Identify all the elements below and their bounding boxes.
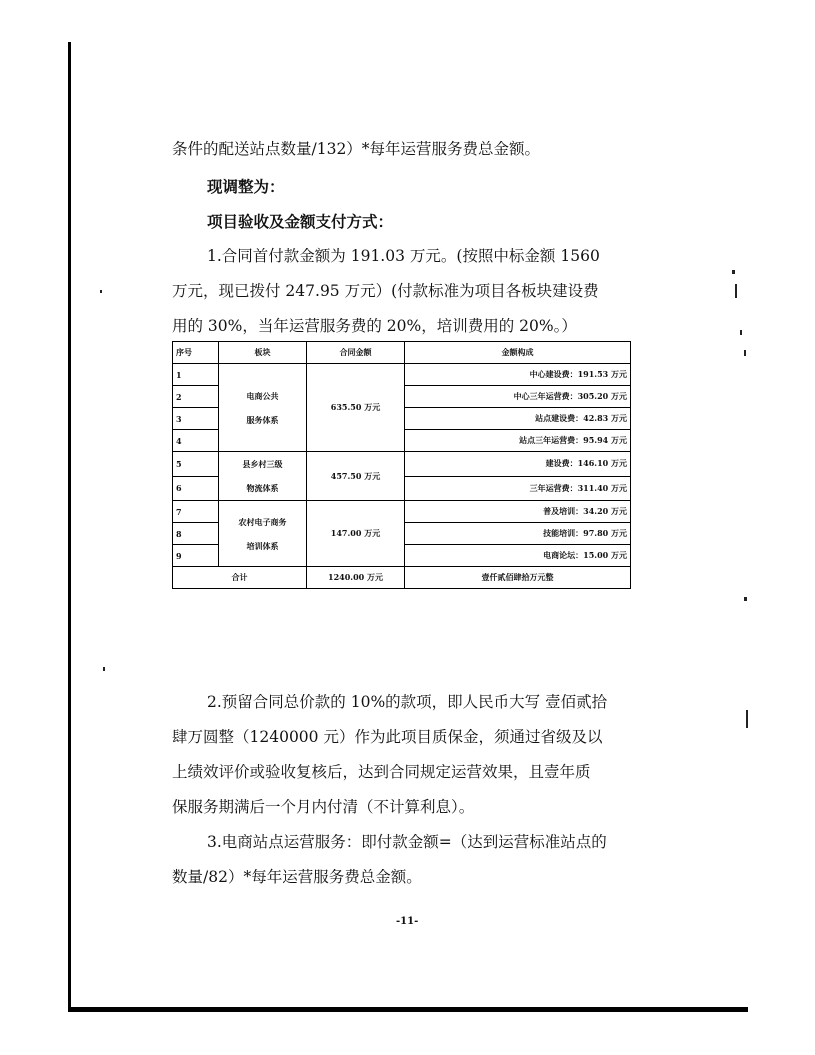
table-row — [173, 364, 631, 386]
paragraph-line: 数量/82）*每年运营服务费总金额。 — [172, 868, 422, 886]
total-amount: 1240.00 万元 — [307, 567, 405, 589]
section-heading: 现调整为： — [207, 177, 285, 196]
row-number: 6 — [173, 476, 219, 501]
table-row — [173, 501, 631, 523]
table-total-row — [173, 567, 631, 589]
row-number: 4 — [173, 430, 219, 452]
scan-speck — [735, 284, 737, 298]
bottom-border-line — [68, 1007, 748, 1012]
scan-speck — [740, 330, 742, 335]
scan-speck — [744, 597, 747, 601]
composition-cell: 技能培训：97.80 万元 — [405, 523, 631, 545]
paragraph-line: 2.预留合同总价款的 10%的款项，即人民币大写 壹佰贰拾 — [207, 693, 608, 711]
row-number: 1 — [173, 364, 219, 386]
paragraph-line: 1.合同首付款金额为 191.03 万元。(按照中标金额 1560 — [207, 247, 600, 265]
paragraph-line: 条件的配送站点数量/132）*每年运营服务费总金额。 — [172, 140, 541, 158]
row-number: 9 — [173, 545, 219, 567]
block-name: 物流体系 — [246, 483, 279, 493]
section-heading: 项目验收及金额支付方式： — [207, 212, 394, 231]
block-name: 培训体系 — [246, 540, 279, 551]
composition-cell: 站点三年运营费：95.94 万元 — [405, 430, 631, 452]
scan-speck — [100, 290, 102, 293]
composition-cell: 建设费：146.10 万元 — [405, 452, 631, 477]
row-number: 3 — [173, 408, 219, 430]
scan-speck — [103, 667, 105, 671]
total-label: 合计 — [173, 567, 307, 589]
block-name: 电商公共 — [246, 390, 279, 401]
table-header-row — [173, 342, 631, 364]
paragraph-line: 上绩效评价或验收复核后，达到合同规定运营效果，且壹年质 — [172, 763, 591, 781]
block-cell — [219, 364, 307, 452]
paragraph-line: 肆万圆整（1240000 元）作为此项目质保金，须通过省级及以 — [172, 728, 603, 746]
row-number: 7 — [173, 501, 219, 523]
header-cell: 金额构成 — [405, 342, 631, 364]
total-amount-words: 壹仟贰佰肆拾万元整 — [405, 567, 631, 589]
composition-cell: 电商论坛：15.00 万元 — [405, 545, 631, 567]
block-cell — [219, 501, 307, 567]
composition-cell: 普及培训：34.20 万元 — [405, 501, 631, 523]
amount-cell: 147.00 万元 — [307, 501, 405, 567]
paragraph-line: 保服务期满后一个月内付清（不计算利息）。 — [172, 798, 475, 816]
composition-cell: 中心三年运营费：305.20 万元 — [405, 386, 631, 408]
paragraph-line: 用的 30%，当年运营服务费的 20%，培训费用的 20%。） — [172, 317, 577, 335]
scan-speck — [746, 710, 748, 728]
block-name: 服务体系 — [246, 414, 279, 425]
row-number: 8 — [173, 523, 219, 545]
page-number: -11- — [396, 916, 419, 927]
payment-table — [172, 341, 631, 589]
left-border-line — [68, 42, 71, 1012]
row-number: 5 — [173, 452, 219, 477]
block-cell — [219, 452, 307, 501]
composition-cell: 站点建设费：42.83 万元 — [405, 408, 631, 430]
composition-cell: 中心建设费：191.53 万元 — [405, 364, 631, 386]
table-row — [173, 452, 631, 477]
paragraph-line: 3.电商站点运营服务：即付款金额=（达到运营标准站点的 — [207, 833, 607, 851]
composition-cell: 三年运营费：311.40 万元 — [405, 476, 631, 501]
amount-cell: 457.50 万元 — [307, 452, 405, 501]
scan-speck — [744, 350, 746, 356]
header-cell: 板块 — [219, 342, 307, 364]
block-name: 农村电子商务 — [238, 516, 287, 527]
block-name: 县乡村三级 — [242, 459, 283, 469]
header-cell: 序号 — [173, 342, 219, 364]
paragraph-line: 万元，现已拨付 247.95 万元）(付款标准为项目各板块建设费 — [172, 282, 599, 300]
header-cell: 合同金额 — [307, 342, 405, 364]
row-number: 2 — [173, 386, 219, 408]
scan-speck — [732, 270, 735, 274]
amount-cell: 635.50 万元 — [307, 364, 405, 452]
